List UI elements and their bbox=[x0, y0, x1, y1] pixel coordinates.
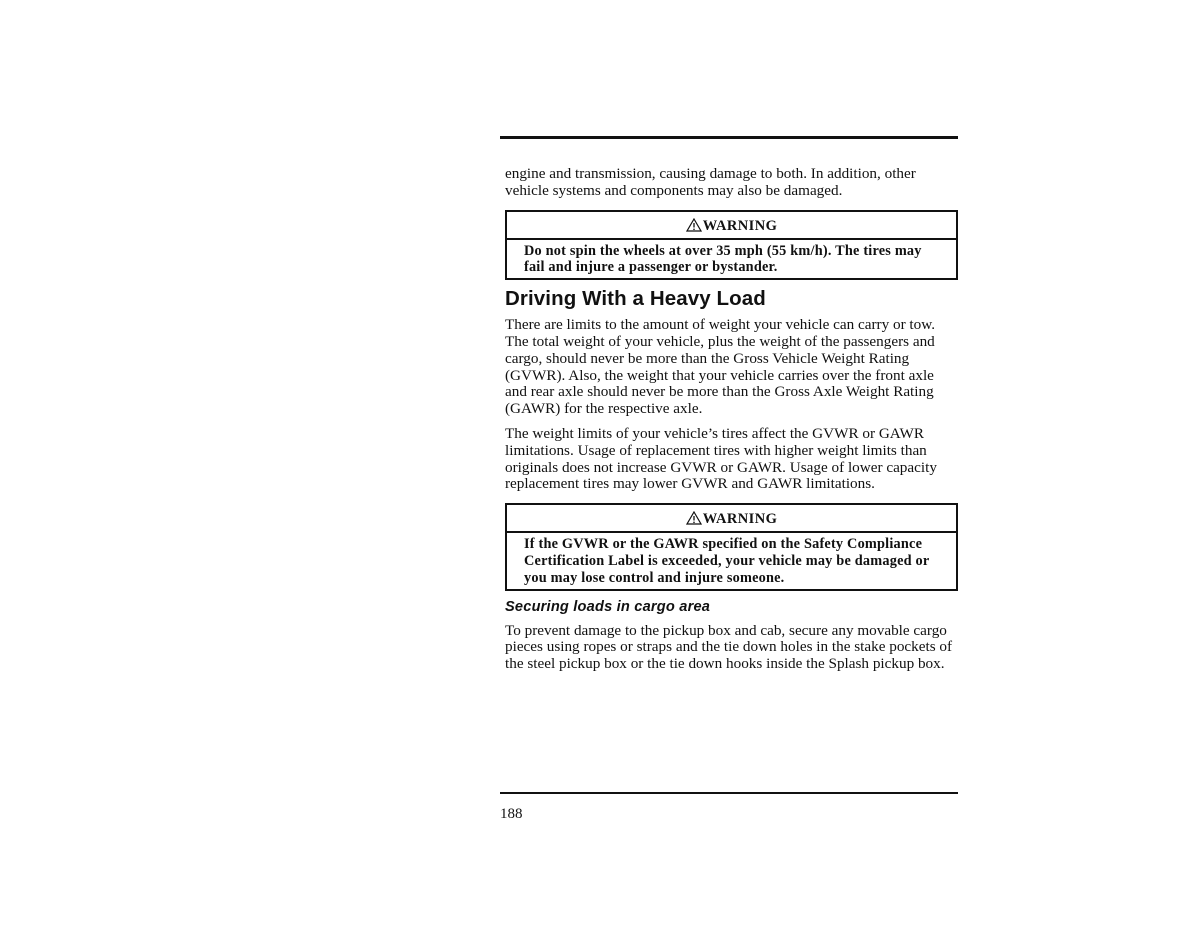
manual-page bbox=[500, 0, 958, 927]
warning-title: WARNING bbox=[702, 511, 778, 528]
warning-triangle-icon bbox=[686, 218, 702, 232]
intro-paragraph: engine and transmission, causing damage to both. In addition, other vehicle systems and components may also be damaged. bbox=[505, 165, 916, 199]
warning-text: Do not spin the wheels at over 35 mph (55 km/h). The tires may fail and injure a passenger or bystander. bbox=[524, 242, 922, 276]
warning-text: If the GVWR or the GAWR specified on the Safety Compliance Certification Label is exceeded, your vehicle may be damaged or you may lose control and injure someone. bbox=[524, 536, 930, 586]
warning-header bbox=[507, 505, 956, 533]
warning-box bbox=[505, 210, 958, 281]
top-rule bbox=[500, 136, 958, 139]
subsection-paragraph: To prevent damage to the pickup box and cab, secure any movable cargo pieces using ropes or straps and the tie down holes in the stake pockets of the steel pickup box or the tie down hooks inside the Splash pickup box. bbox=[505, 621, 953, 673]
page-number: 188 bbox=[500, 806, 523, 822]
subsection-heading: Securing loads in cargo area bbox=[505, 598, 711, 615]
bottom-rule bbox=[500, 792, 958, 794]
warning-title: WARNING bbox=[702, 217, 778, 234]
warning-triangle-icon bbox=[686, 511, 702, 525]
section-paragraph-1: There are limits to the amount of weight your vehicle can carry or tow. The total weight of your vehicle, plus the weight of the passengers and cargo, should never be more than the Gross Vehicle Weight Rating (GVWR). Also, the weight that your vehicle carries over the front axle and rear axle should never be more than the Gross Axle Weight Rating (GAWR) for the respective axle. bbox=[505, 316, 936, 418]
warning-box bbox=[505, 503, 958, 590]
page-content bbox=[505, 166, 958, 673]
section-paragraph-2: The weight limits of your vehicle’s tires affect the GVWR or GAWR limitations. Usage of replacement tires with higher weight limits than originals does not increase GVWR or GAWR. Usage of lower capacity replacement tires may lower GVWR and GAWR limitations. bbox=[505, 424, 937, 493]
section-heading: Driving With a Heavy Load bbox=[505, 287, 766, 311]
warning-header bbox=[507, 212, 956, 240]
